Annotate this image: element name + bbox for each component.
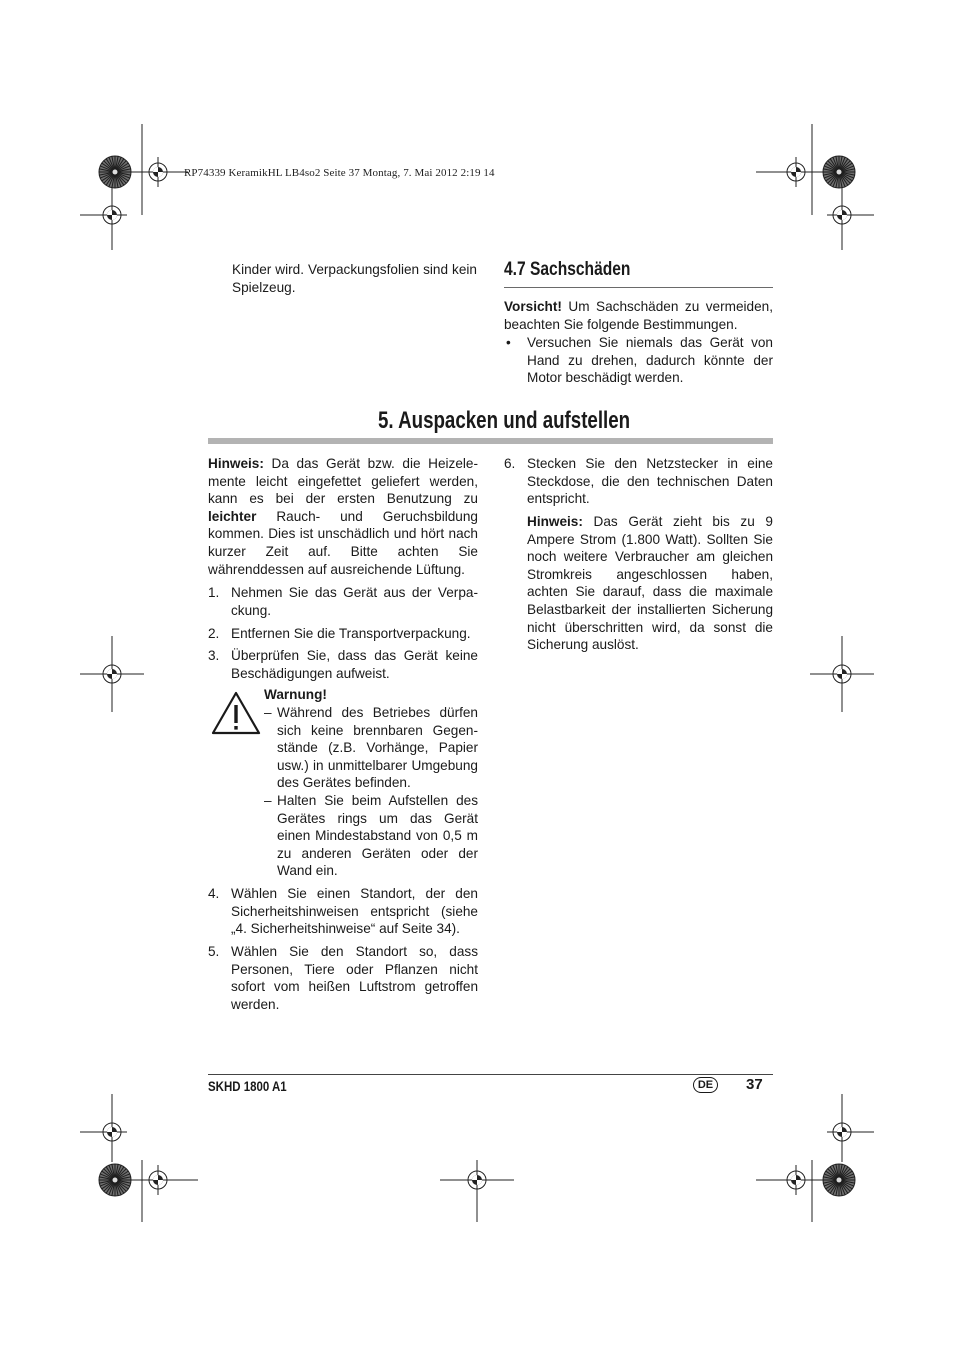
hint2-text: Das Gerät zieht bis zu 9 Ampere Strom (1.800 Watt). Sollten Sie noch weitere Verbraucher am gleichen Stromkreis angeschlossen haben, achten Sie darauf, dass die maximale Belastbarkeit der installierten Sicherung nicht überschritten wird, da sonst die Sicherung auslöst. (527, 514, 773, 653)
bullet-symbol: • (506, 335, 511, 350)
step-number: 4. (208, 886, 220, 901)
step-number: 6. (504, 456, 516, 471)
language-badge-text: DE (697, 1079, 714, 1091)
chapter-rule (208, 438, 773, 444)
hint-paragraph (208, 455, 478, 578)
warning-title: Warnung! (264, 687, 327, 702)
bullet-text: Versuchen Sie niemals das Gerät von Hand zu drehen, dadurch könnte der Motor beschädigt werden. (527, 335, 773, 386)
caution-text: Um Sachschäden zu vermeiden, beachten Sie folgende Bestimmungen. (504, 299, 773, 332)
caution-label: Vorsicht! (504, 299, 562, 314)
footer-rule (208, 1074, 773, 1075)
step-text: Wählen Sie den Standort so, dass Personen, Tiere oder Pflanzen nicht sofort vom heißen Luftstrom getroffen werden. (231, 944, 478, 1012)
hint-label: Hinweis: (208, 456, 264, 471)
warning-text: Halten Sie beim Aufstellen des Gerätes rings um das Gerät einen Mindestabstand von 0,5 m zu anderen Geräten oder der Wand ein. (277, 793, 478, 879)
warning-dash: – (264, 705, 272, 720)
warning-triangle-icon (211, 691, 261, 735)
step-number: 1. (208, 585, 220, 600)
step-text: Entfernen Sie die Transportverpackung. (231, 626, 471, 641)
step-text: Stecken Sie den Netzstecker in eine Steckdose, die den technischen Daten entspricht. (527, 456, 773, 507)
caution-paragraph (504, 298, 773, 333)
continuation-text: Kinder wird. Verpackungsfolien sind kein Spielzeug. (232, 262, 477, 295)
hint2-paragraph (527, 513, 773, 654)
hint-text-after: Rauch- und Geruchsbildung kommen. Dies ist unschädlich und hört nach kurzer Zeit auf. Bitte achten Sie währenddessen auf ausreichende Lüftung. (208, 508, 478, 577)
warning-dash: – (264, 793, 272, 808)
warning-text: Während des Betriebes dürfen sich keine brennbaren Gegenstände (z.B. Vorhänge, Papier usw.) in unmittelbarer Umgebung des Gerätes befinden. (277, 705, 478, 791)
section-heading-rule (504, 287, 773, 288)
step-text: Wählen Sie einen Standort, der den Sicherheitshinweisen entspricht (siehe „4. Sicherheitshinweise“ auf Seite 34). (231, 886, 478, 937)
language-badge (693, 1077, 718, 1093)
step-number: 5. (208, 944, 220, 959)
step-text: Überprüfen Sie, dass das Gerät keine Beschädigungen aufweist. (231, 648, 478, 681)
page-number: 37 (746, 1076, 763, 1093)
chapter-title: 5. Auspacken und aufstellen (378, 407, 631, 434)
step-number: 3. (208, 648, 220, 663)
hint-bold-word: leichter (208, 508, 257, 524)
step-text: Nehmen Sie das Gerät aus der Verpackung. (231, 585, 478, 618)
slug-line: RP74339 KeramikHL LB4so2 Seite 37 Montag, 7. Mai 2012 2:19 14 (184, 167, 495, 179)
section-heading: 4.7 Sachschäden (504, 259, 631, 280)
hint2-label: Hinweis: (527, 514, 583, 529)
footer-model: SKHD 1800 A1 (208, 1078, 287, 1094)
hint-text-before: Da das Gerät bzw. die Heizelemente leicht eingefettet geliefert werden, kann es bei der ersten Benutzung zu (208, 456, 478, 507)
step-number: 2. (208, 626, 220, 641)
